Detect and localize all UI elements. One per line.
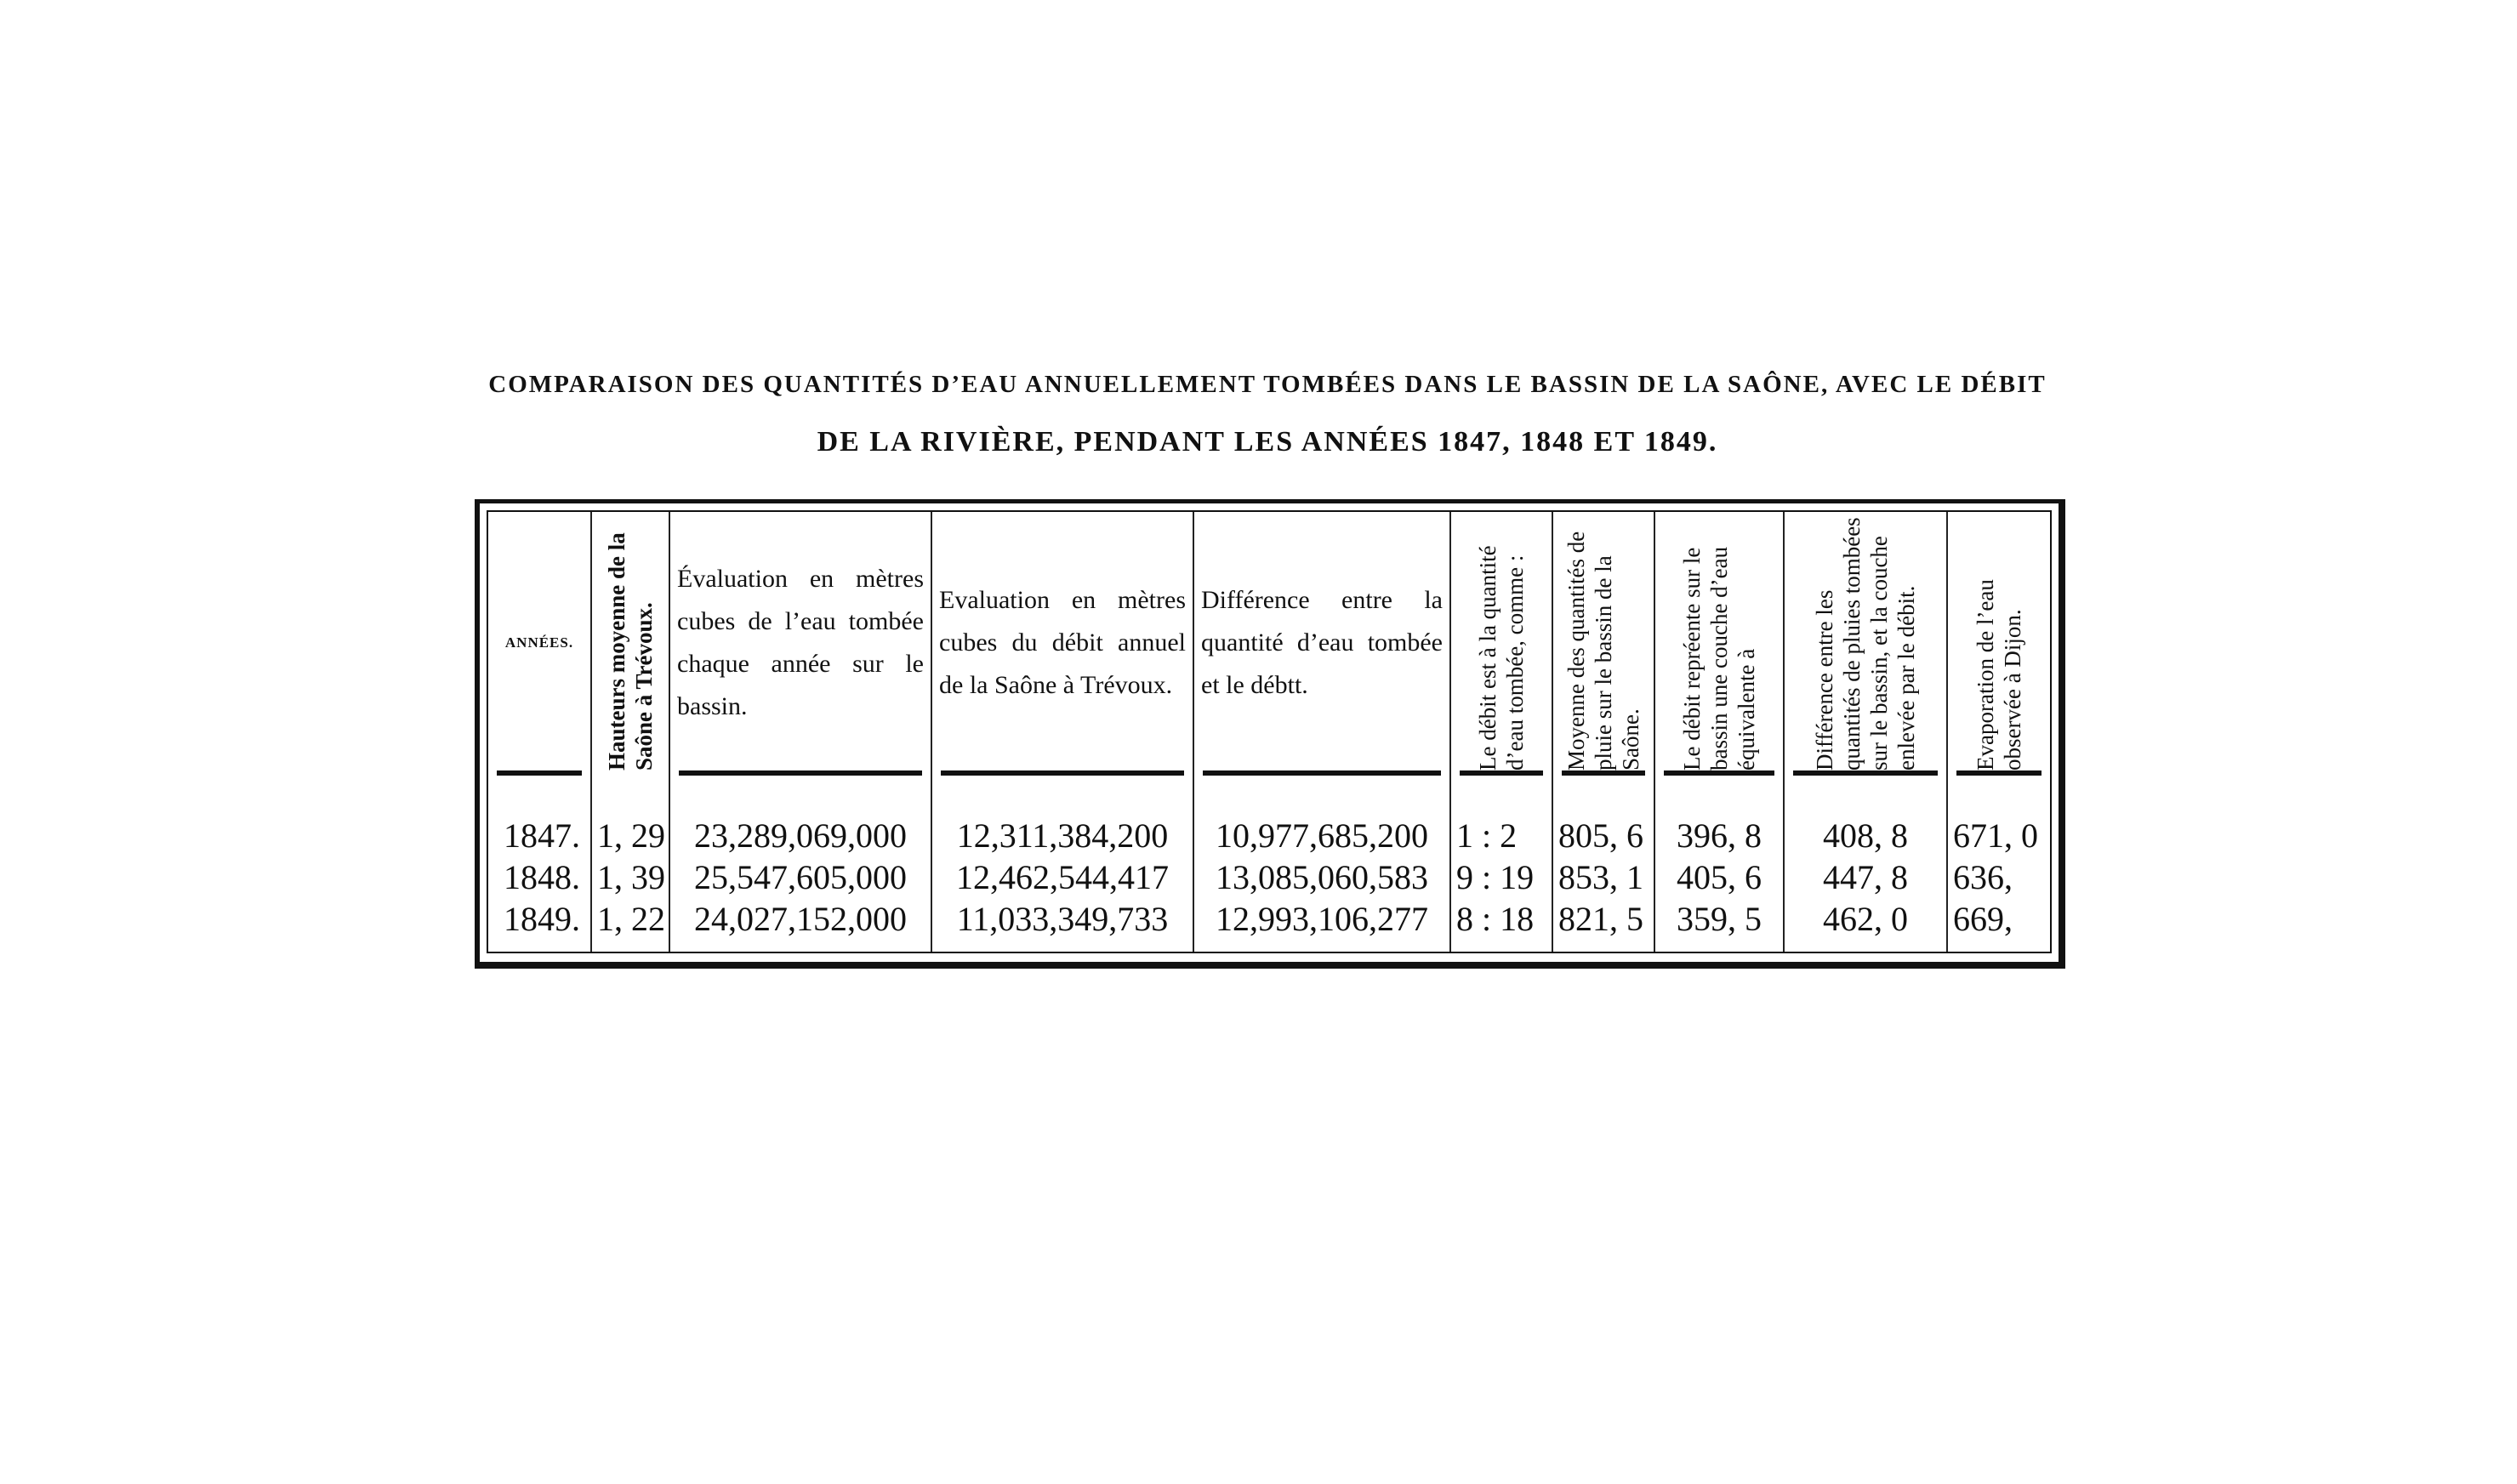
cell-evaporation: 671, 0 bbox=[1953, 816, 2038, 855]
header-rule bbox=[1460, 770, 1543, 776]
cell-height: 1, 22 bbox=[597, 900, 665, 938]
header-cell-years bbox=[488, 512, 590, 774]
header-cell-layer bbox=[1655, 512, 1783, 774]
cell-year: 1847. bbox=[504, 816, 580, 855]
cell-discharge: 12,311,384,200 bbox=[956, 816, 1169, 855]
cell-difference: 13,085,060,583 bbox=[1216, 858, 1428, 896]
cell-ratio: 8 : 18 bbox=[1456, 900, 1535, 938]
header-difference-layer: Différence entre les quantités de pluies tombées sur le bassin, et la couche enlevée par le débit. bbox=[1812, 517, 1919, 770]
column-heights bbox=[592, 512, 670, 952]
header-fallen: Évaluation en mètres cubes de l’eau tombée chaque année sur le bassin. bbox=[677, 565, 924, 720]
header-evaporation: Evaporation de l’eau observée à Dijon. bbox=[1973, 579, 2025, 770]
header-cell-discharge bbox=[932, 512, 1193, 774]
header-years: ANNÉES. bbox=[504, 634, 574, 651]
cell-difference: 10,977,685,200 bbox=[1216, 816, 1428, 855]
column-difference bbox=[1194, 512, 1451, 952]
column-years bbox=[488, 512, 592, 952]
cell-evaporation: 636, bbox=[1953, 858, 2013, 896]
header-cell-heights bbox=[592, 512, 669, 774]
header-cell-difference-layer bbox=[1785, 512, 1946, 774]
cell-rain-average: 805, 6 bbox=[1558, 816, 1643, 855]
header-rule bbox=[941, 770, 1184, 776]
cell-layer: 405, 6 bbox=[1677, 858, 1762, 896]
column-evaporation bbox=[1948, 512, 2050, 952]
header-discharge: Evaluation en mètres cubes du débit annuel de la Saône à Trévoux. bbox=[939, 586, 1186, 699]
cell-fallen: 24,027,152,000 bbox=[694, 900, 907, 938]
cell-difference-layer: 462, 0 bbox=[1823, 900, 1908, 938]
header-cell-evaporation bbox=[1948, 512, 2050, 774]
header-rule bbox=[1562, 770, 1645, 776]
header-rule bbox=[1203, 770, 1441, 776]
header-ratio: Le débit est à la quantité d’eau tombée, comme : bbox=[1475, 545, 1528, 770]
table-inner-frame bbox=[487, 510, 2052, 953]
header-rain-average: Moyenne des quantités de pluie sur le bassin de la Saône. bbox=[1563, 531, 1643, 770]
cell-difference-layer: 447, 8 bbox=[1823, 858, 1908, 896]
header-rule bbox=[1664, 770, 1774, 776]
title-line-2: DE LA RIVIÈRE, PENDANT LES ANNÉES 1847, 1848 ET 1849. bbox=[817, 426, 1718, 458]
column-ratio bbox=[1451, 512, 1553, 952]
column-layer bbox=[1655, 512, 1785, 952]
cell-rain-average: 821, 5 bbox=[1558, 900, 1643, 938]
header-rule bbox=[1956, 770, 2042, 776]
header-rule bbox=[679, 770, 922, 776]
cell-fallen: 25,547,605,000 bbox=[694, 858, 907, 896]
header-cell-rain-average bbox=[1553, 512, 1654, 774]
cell-year: 1848. bbox=[504, 858, 580, 896]
cell-fallen: 23,289,069,000 bbox=[694, 816, 907, 855]
column-difference-layer bbox=[1785, 512, 1948, 952]
cell-year: 1849. bbox=[504, 900, 580, 938]
cell-ratio: 9 : 19 bbox=[1456, 858, 1535, 896]
header-rule bbox=[1793, 770, 1938, 776]
table-title bbox=[476, 355, 2059, 471]
column-rain-average bbox=[1553, 512, 1655, 952]
title-line-1: COMPARAISON DES QUANTITÉS D’EAU ANNUELLEMENT TOMBÉES DANS LE BASSIN DE LA SAÔNE, AVEC LE DÉBIT bbox=[488, 371, 2047, 398]
cell-difference: 12,993,106,277 bbox=[1216, 900, 1428, 938]
cell-discharge: 11,033,349,733 bbox=[956, 900, 1169, 938]
cell-difference-layer: 408, 8 bbox=[1823, 816, 1908, 855]
header-cell-difference bbox=[1194, 512, 1449, 774]
cell-layer: 359, 5 bbox=[1677, 900, 1762, 938]
header-layer: Le débit repréente sur le bassin une couche d’eau équivalente à bbox=[1679, 546, 1759, 770]
header-heights: Hauteurs moyenne de la Saône à Trévoux. bbox=[604, 532, 657, 770]
cell-evaporation: 669, bbox=[1953, 900, 2013, 938]
header-cell-fallen bbox=[670, 512, 931, 774]
cell-discharge: 12,462,544,417 bbox=[956, 858, 1169, 896]
header-rule bbox=[497, 770, 582, 776]
header-difference: Différence entre la quantité d’eau tombée et le débtt. bbox=[1201, 586, 1443, 699]
cell-height: 1, 29 bbox=[597, 816, 665, 855]
header-cell-ratio bbox=[1451, 512, 1552, 774]
cell-height: 1, 39 bbox=[597, 858, 665, 896]
cell-layer: 396, 8 bbox=[1677, 816, 1762, 855]
cell-rain-average: 853, 1 bbox=[1558, 858, 1643, 896]
data-table bbox=[475, 499, 2065, 969]
column-discharge bbox=[932, 512, 1194, 952]
column-fallen bbox=[670, 512, 932, 952]
cell-ratio: 1 : 2 bbox=[1456, 816, 1518, 855]
